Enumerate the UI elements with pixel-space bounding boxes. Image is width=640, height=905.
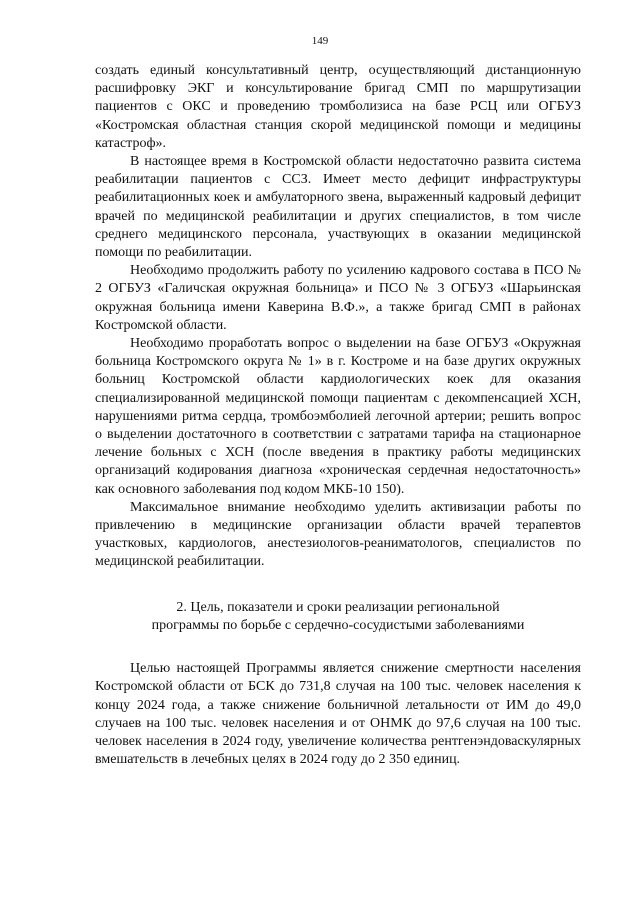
paragraph-staffing: Необходимо продолжить работу по усилению кадрового состава в ПСО № 2 ОГБУЗ «Галичская окружная больница» и ПСО № 3 ОГБУЗ «Шарьинская окружная больница имени Каверина В.Ф.», а также бригад СМП в районах Костромской области. bbox=[95, 263, 581, 333]
paragraph-recruitment: Максимальное внимание необходимо уделить активизации работы по привлечению в медицинские организации области врачей терапевтов участковых, кардиологов, анестезиологов-реаниматологов, специалистов по медицинской реабилитации. bbox=[95, 499, 581, 570]
section-heading bbox=[95, 599, 581, 635]
page-number: 149 bbox=[311, 35, 329, 47]
section-heading-line-2: программы по борьбе с сердечно-сосудистыми заболеваниями bbox=[151, 617, 525, 633]
paragraph-continuation: создать единый консультативный центр, осуществляющий дистанционную расшифровку ЭКГ и консультирование бригад СМП по маршрутизации пациентов с ОКС и проведению тромболизиса на базе РСЦ или ОГБУЗ «Костромская областная станция скорой медицинской помощи и медицины катастроф». bbox=[95, 63, 581, 151]
paragraph-program-goal: Целью настоящей Программы является снижение смертности населения Костромской области от БСК до 731,8 случая на 100 тыс. человек населения к концу 2024 года, а также снижение больничной летальности от ИМ до 49,0 случаев на 100 тыс. человек населения и от ОНМК до 97,6 случая на 100 тыс. человек населения в 2024 году, увеличение количества рентгенэндоваскулярных вмешательств в лечебных целях в 2024 году до 2 350 единиц. bbox=[95, 661, 581, 768]
paragraph-cardiology-beds: Необходимо проработать вопрос о выделении на базе ОГБУЗ «Окружная больница Костромского округа № 1» в г. Костроме и на базе других окружных больниц Костромской области кардиологических коек для оказания специализированной медицинской помощи пациентам с декомпенсацией ХСН, нарушениями ритма сердца, тромбоэмболией легочной артерии; решить вопрос о выделении достаточного в соответствии с затратами тарифа на стационарное лечение больных с ХСН (после введения в практику работы медицинских организаций кодирования диагноза «хроническая сердечная недостаточность» как основного заболевания под кодом МКБ-10 150). bbox=[95, 336, 581, 497]
section-heading-line-1: 2. Цель, показатели и сроки реализации региональной bbox=[176, 599, 500, 615]
paragraph-rehabilitation: В настоящее время в Костромской области недостаточно развита система реабилитации пациентов с ССЗ. Имеет место дефицит инфраструктуры реабилитационных коек и амбулаторного звена, выраженный кадровый дефицит врачей по медицинской реабилитации и других специалистов, в том числе среднего медицинского персонала, участвующих в оказании медицинской помощи по реабилитации. bbox=[95, 154, 581, 261]
document-body bbox=[95, 62, 581, 769]
